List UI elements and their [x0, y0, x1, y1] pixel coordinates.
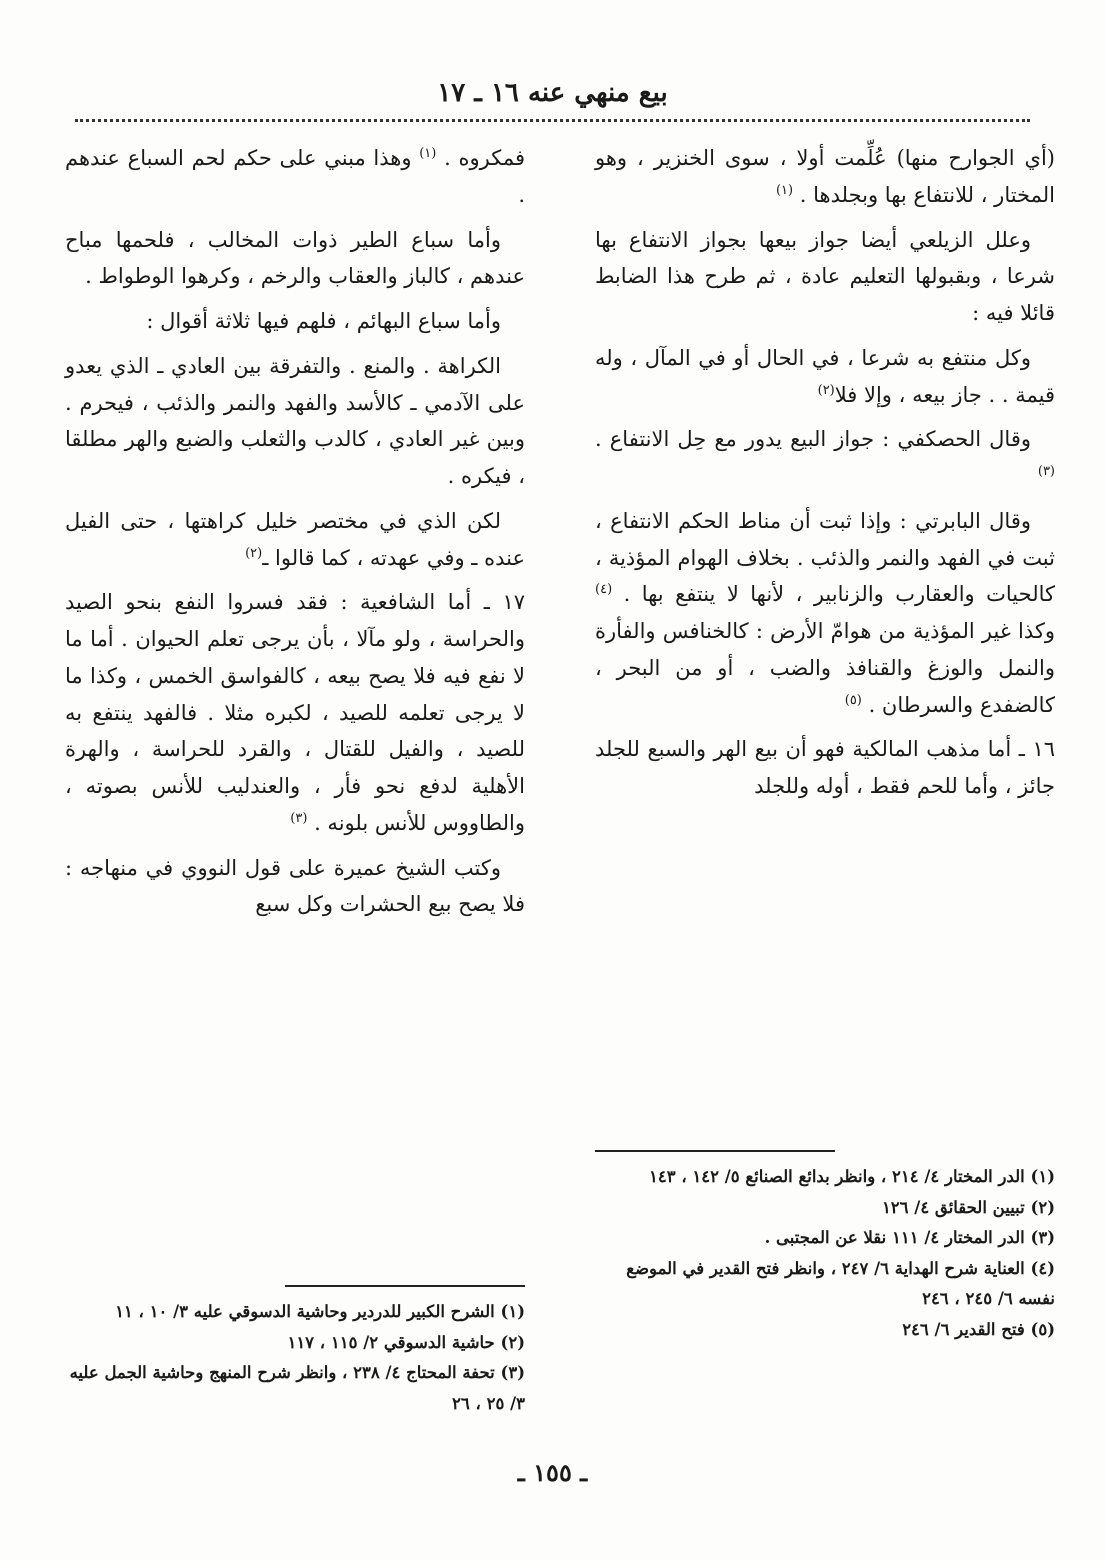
- footnote: (٢) تبيين الحقائق ٤/ ١٢٦: [881, 1197, 1055, 1217]
- footnote-ref: (٣): [290, 810, 308, 826]
- right-paragraph-4: وقال الحصكفي : جواز البيع يدور مع حِل الانتفاع . $^{(٣)}$: [595, 427, 1055, 479]
- page-number: ـ ١٥٥ ـ: [517, 1458, 588, 1487]
- left-paragraph-7: وكتب الشيخ عميرة على قول النووي في منهاجه : فلا يصح بيع الحشرات وكل سبع: [65, 855, 525, 917]
- left-paragraph-4: الكراهة . والمنع . والتفرقة بين العادي ـ الذي يعدو على الآدمي ـ كالأسد والفهد والنمر والذئب ، فيحرم . وبين غير العادي ، كالدب والثعلب والضبع والهر مطلقا ، فيكره .: [65, 353, 525, 488]
- footnote: (٣) تحفة المحتاج ٤/ ٢٣٨ ، وانظر شرح المنهج وحاشية الجمل عليه ٣/ ٢٥ ، ٢٦: [69, 1363, 525, 1413]
- page-header: بيع منهي عنه ١٦ ـ ١٧: [437, 78, 668, 108]
- footnote-rule: [595, 1150, 835, 1152]
- footnote-ref: (٤): [595, 582, 613, 598]
- right-paragraph-5: وقال البابرتي : وإذا ثبت أن مناط الحكم الانتفاع ، ثبت في الفهد والنمر والذئب . بخلاف الهوام المؤذية ، كالحيات والعقارب والزنابير ، لأنها لا ينتفع بها . $^{(٤)}$ وكذا غير المؤذية من هوامّ الأرض : كالخنافس والفأرة والنمل والوزغ والقنافذ والضب ، أو من البحر ، كالضفدع والسرطان . $^{(٥)}$: [595, 508, 1055, 717]
- footnote-ref: (١): [775, 182, 794, 198]
- footnote: (٤) العناية شرح الهداية ٦/ ٢٤٧ ، وانظر فتح القدير في الموضع نفسه ٦/ ٢٤٥ ، ٢٤٦: [626, 1258, 1055, 1309]
- right-paragraph-6: ١٦ ـ أما مذهب المالكية فهو أن بيع الهر والسبع للجلد جائز ، وأما للحم فقط ، أوله وللجلد: [595, 737, 1055, 798]
- left-column: [65, 140, 525, 931]
- left-paragraph-6: ١٧ ـ أما الشافعية : فقد فسروا النفع بنحو الصيد والحراسة ، ولو مآلا ، بأن يرجى تعلم الحيوان . أما ما لا نفع فيه فلا يصح بيعه ، كالفواسق الخمس ، وكذا ما لا يرجى تعلمه للصيد ، لكبره مثلا . فالفهد ينتفع به للصيد ، والفيل للقتال ، والقرد للحراسة ، والهرة الأهلية لدفع نحو فأر ، والعندليب للأنس بصوته ، والطاووس للأنس بلونه . $^{(٣)}$: [65, 590, 525, 835]
- footnote-ref: (٢): [245, 545, 263, 561]
- footnote-ref: (٢): [817, 382, 835, 398]
- footnote: (١) الدر المختار ٤/ ٢١٤ ، وانظر بدائع الصنائع ٥/ ١٤٢ ، ١٤٣: [648, 1167, 1055, 1186]
- footnotes-left: [65, 1285, 525, 1419]
- right-paragraph-3: وكل منتفع به شرعا ، في الحال أو في المآل ، وله قيمة . . جاز بيعه ، وإلا فلا$^{(٢)}$: [595, 345, 1055, 407]
- footnote: (١) الشرح الكبير للدردير وحاشية الدسوقي عليه ٣/ ١٠ ، ١١: [115, 1302, 525, 1321]
- right-column: [595, 140, 1055, 813]
- header-dotted-rule: [75, 119, 1030, 122]
- footnotes-right: [595, 1150, 1055, 1345]
- footnote: (٥) فتح القدير ٦/ ٢٤٦: [902, 1319, 1055, 1339]
- left-paragraph-5: لكن الذي في مختصر خليل كراهتها ، حتى الفيل عنده ـ وفي عهدته ، كما قالوا ـ$^{(٢)}$: [65, 508, 525, 570]
- footnote-ref: (٣): [1037, 464, 1055, 479]
- footnote: (٢) حاشية الدسوقي ٢/ ١١٥ ، ١١٧: [287, 1332, 525, 1352]
- left-paragraph-2: وأما سباع الطير ذوات المخالب ، فلحمها مباح عندهم ، كالباز والعقاب والرخم ، وكرهوا الوطواط .: [65, 227, 525, 289]
- right-paragraph-2: وعلل الزيلعي أيضا جواز بيعها بجواز الانتفاع بها شرعا ، وبقبولها التعليم عادة ، ثم طرح هذا الضابط قائلا فيه :: [595, 227, 1055, 325]
- right-paragraph-1: (أي الجوارح منها) عُلِّمت أولا ، سوى الخنزير ، وهو المختار ، للانتفاع بها وبجلدها . $^{(١)}$: [595, 146, 1055, 207]
- left-paragraph-3: وأما سباع البهائم ، فلهم فيها ثلاثة أقوال :: [146, 309, 501, 333]
- footnote-ref: (٥): [844, 692, 862, 708]
- footnote-ref: (١): [419, 146, 437, 161]
- footnote: (٣) الدر المختار ٤/ ١١١ نقلا عن المجتبى .: [764, 1228, 1055, 1248]
- footnote-rule: [285, 1285, 525, 1287]
- left-paragraph-1: فمكروه . $^{(١)}$ وهذا مبني على حكم لحم السباع عندهم .: [65, 146, 525, 207]
